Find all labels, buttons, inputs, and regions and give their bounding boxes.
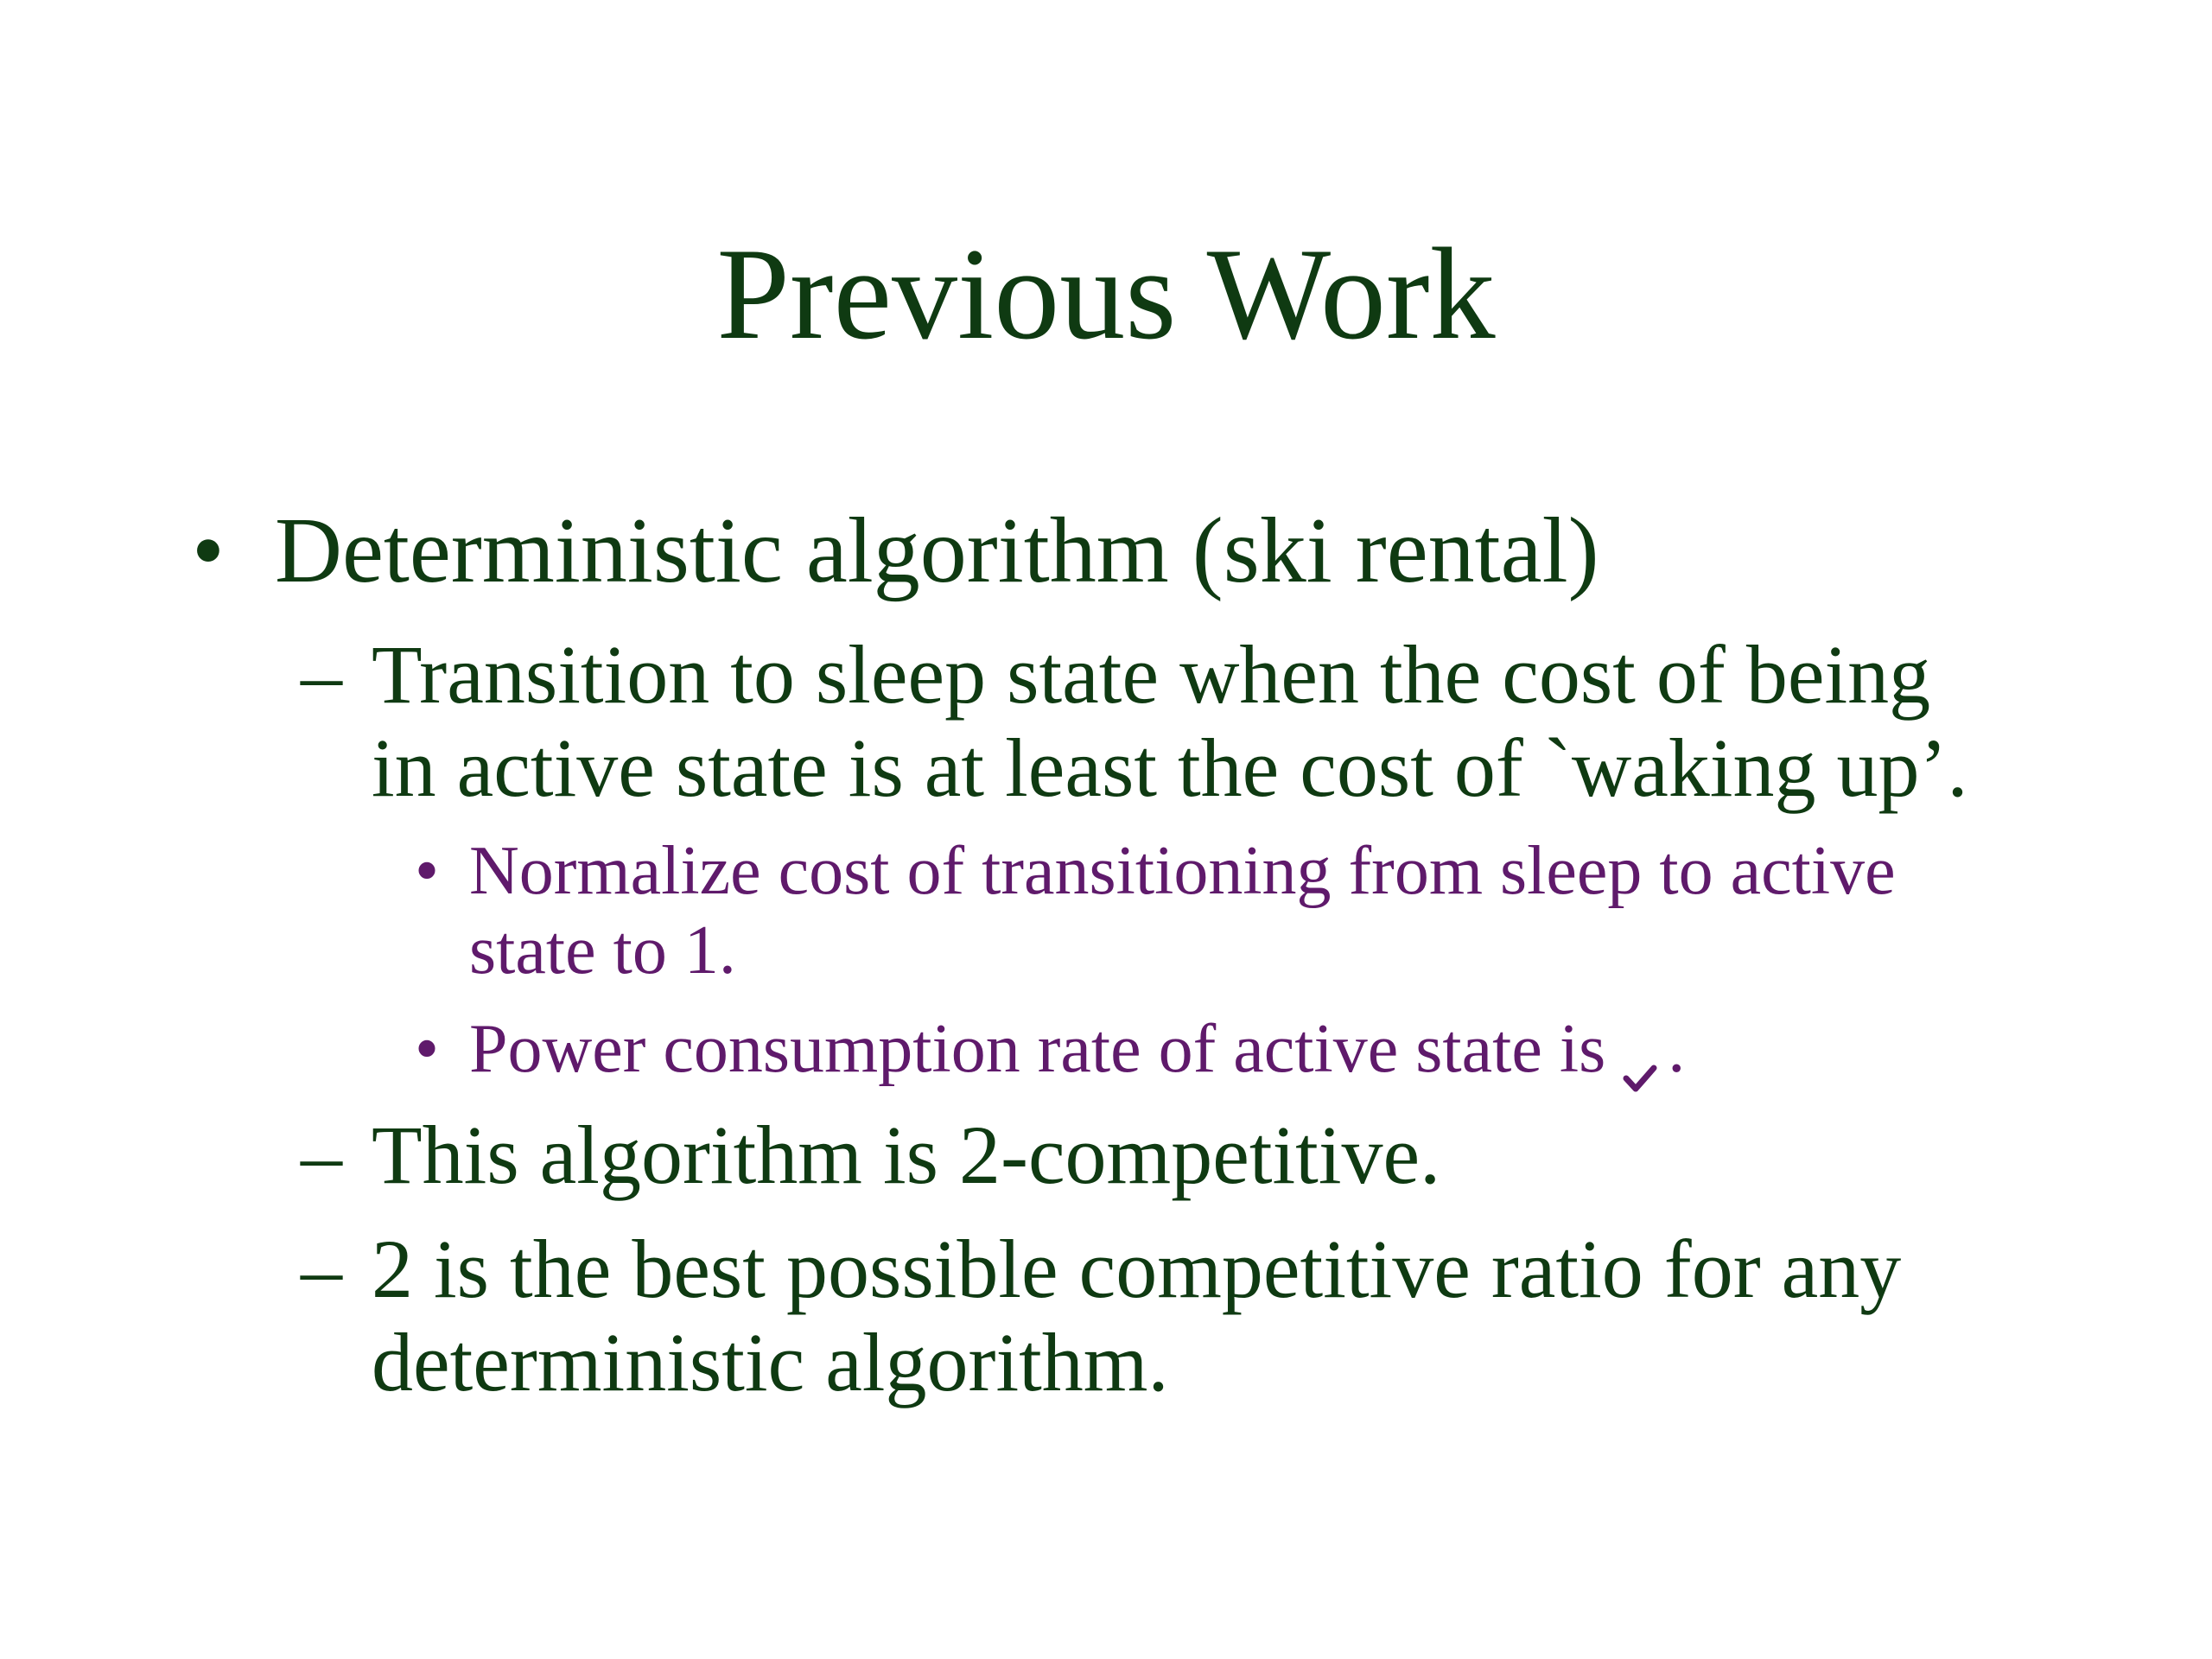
power-consumption-period: . — [1668, 1011, 1686, 1087]
subsub-bullet-power-consumption — [469, 1009, 1685, 1089]
sub-bullet-best-ratio-line1: 2 is the best possible competitive ratio for any — [372, 1223, 1902, 1315]
subsub-bullet-marker: • — [415, 1011, 440, 1087]
subsub-bullet-normalize-line1: Normalize cost of transitioning from sleep to active — [469, 833, 1896, 909]
dash-marker: – — [301, 1223, 342, 1315]
sub-bullet-2-competitive: This algorithm is 2-competitive. — [372, 1109, 1441, 1201]
subsub-bullet-normalize-line2: state to 1. — [469, 912, 736, 988]
sub-bullet-best-ratio-line2: deterministic algorithm. — [372, 1316, 1169, 1408]
checkmark-icon — [1623, 1033, 1657, 1068]
dash-marker: – — [301, 1109, 342, 1201]
dash-marker: – — [301, 628, 342, 721]
bullet-deterministic-algorithm: Deterministic algorithm (ski rental) — [275, 499, 1599, 602]
slide-title: Previous Work — [716, 221, 1496, 366]
bullet-marker: • — [192, 499, 225, 602]
power-consumption-text: Power consumption rate of active state is — [469, 1011, 1606, 1087]
sub-bullet-transition-line1: Transition to sleep state when the cost of being — [372, 628, 1931, 721]
subsub-bullet-marker: • — [415, 833, 440, 909]
sub-bullet-transition-line2: in active state is at least the cost of `waking up’. — [372, 721, 1968, 814]
